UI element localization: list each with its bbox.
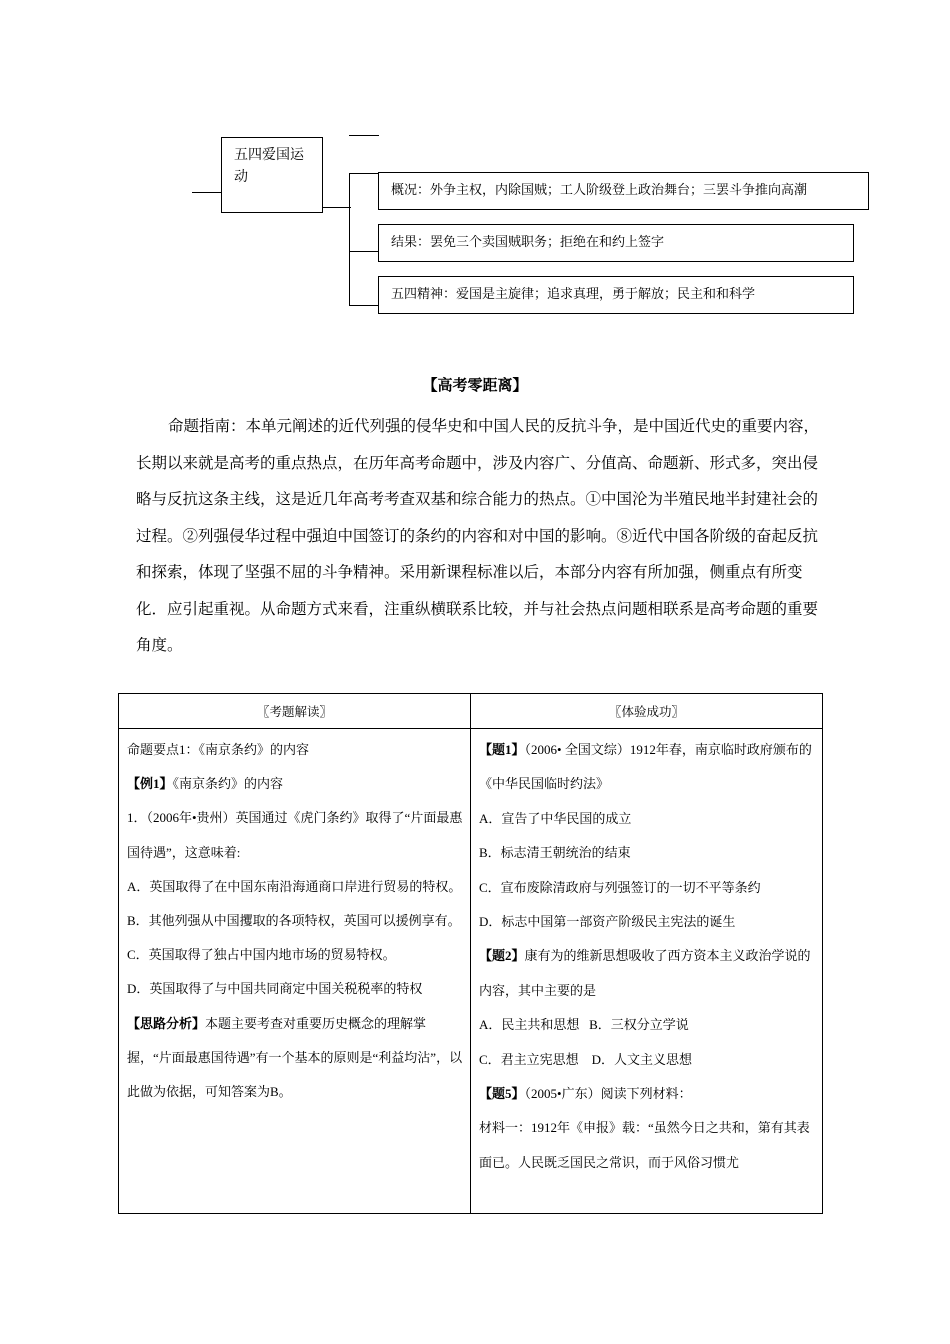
question-1 xyxy=(479,733,816,802)
analysis xyxy=(127,1007,464,1110)
connector-line xyxy=(349,305,378,306)
guide-paragraph xyxy=(136,408,826,664)
q5-text: （2005•广东）阅读下列材料： xyxy=(524,1086,692,1102)
q2-options-row1: A．民主共和思想 B．三权分立学说 xyxy=(479,1017,689,1033)
q2-tag: 【题2】 xyxy=(479,948,525,964)
connector-line xyxy=(323,207,351,208)
q1-text: （2006• 全国文综）1912年春，南京临时政府颁布的《中华民国临时约法》 xyxy=(479,742,812,792)
q2-text: 康有为的维新思想吸收了西方资本主义政治学说的内容，其中主要的是 xyxy=(479,948,811,998)
right-column xyxy=(471,729,823,1214)
connector-line xyxy=(349,173,378,174)
option-d: D．英国取得了与中国共同商定中国关税税率的特权 xyxy=(127,981,423,997)
option-a: A．英国取得了在中国东南沿海通商口岸进行贸易的特权。 xyxy=(127,878,462,894)
topic-box xyxy=(221,137,323,213)
branch-spirit xyxy=(378,276,854,314)
option-b: B．其他列强从中国攫取的各项特权，英国可以援例享有。 xyxy=(127,913,461,929)
branch-overview xyxy=(378,172,869,210)
q2-options-row2: C．君主立宪思想 D．人文主义思想 xyxy=(479,1051,693,1067)
left-header: 〖考题解读〗 xyxy=(119,694,471,729)
q1-option-b: B．标志清王朝统治的结束 xyxy=(479,845,631,861)
analysis-tag: 【思路分析】 xyxy=(127,1015,206,1031)
question-text: 1．（2006年•贵州）英国通过《虎门条约》取得了“片面最惠国待遇”，这意味着: xyxy=(127,810,463,860)
left-column xyxy=(119,729,471,1214)
branch-result xyxy=(378,224,854,262)
exam-table xyxy=(118,693,823,1214)
example-text: 《南京条约》的内容 xyxy=(172,776,284,792)
q1-option-d: D．标志中国第一部资产阶级民主宪法的诞生 xyxy=(479,914,736,930)
material-text: 材料一：1912年《申报》载：“虽然今日之共和，第有其表面已。人民既乏国民之常识，而于风俗习惯尤 xyxy=(479,1120,810,1170)
example-line xyxy=(127,767,464,801)
section-title: 【高考零距离】 xyxy=(422,376,528,394)
connector-line xyxy=(192,192,221,193)
branch-text: 概况：外争主权，内除国贼；工人阶级登上政治舞台；三罢斗争推向高潮 xyxy=(391,183,808,198)
question-2 xyxy=(479,939,816,1008)
right-header: 〖体验成功〗 xyxy=(471,694,823,729)
analysis-text: 本题主要考查对重要历史概念的理解掌握，“片面最惠国待遇”有一个基本的原则是“利益均沾”，以此做为依据，可知答案为B。 xyxy=(127,1015,463,1100)
key-point: 命题要点1：《南京条约》的内容 xyxy=(127,742,310,757)
branch-text: 五四精神：爱国是主旋律；追求真理，勇于解放；民主和和科学 xyxy=(391,287,756,302)
question-5 xyxy=(479,1077,816,1111)
example-tag: 【例1】 xyxy=(127,776,173,792)
q1-tag: 【题1】 xyxy=(479,742,525,757)
connector-line xyxy=(349,251,378,252)
q5-tag: 【题5】 xyxy=(479,1086,525,1102)
connector-line xyxy=(349,173,350,305)
q1-option-a: A．宣告了中华民国的成立 xyxy=(479,810,632,826)
option-c: C．英国取得了独占中国内地市场的贸易特权。 xyxy=(127,947,396,963)
q1-option-c: C．宣布废除清政府与列强签订的一切不平等条约 xyxy=(479,879,761,895)
topic-text: 五四爱国运动 xyxy=(234,147,304,185)
guide-text: 命题指南：本单元阐述的近代列强的侵华史和中国人民的反抗斗争，是中国近代史的重要内容，长期以来就是高考的重点热点，在历年高考命题中，涉及内容广、分值高、命题新、形式多，突出侵略与反抗这条主线，这是近几年高考考查双基和综合能力的热点。①中国沦为半殖民地半封建社会的过程。②列强侵华过程中强迫中国签订的条约的内容和对中国的影响。⑧近代中国各阶级的奋起反抗和探索，体现了坚强不屈的斗争精神。采用新课程标准以后，本部分内容有所加强，侧重点有所变化．应引起重视。从命题方式来看，注重纵横联系比较，并与社会热点问题相联系是高考命题的重要角度。 xyxy=(136,417,820,654)
branch-text: 结果：罢免三个卖国贼职务；拒绝在和约上签字 xyxy=(391,235,665,250)
connector-line xyxy=(349,135,379,136)
